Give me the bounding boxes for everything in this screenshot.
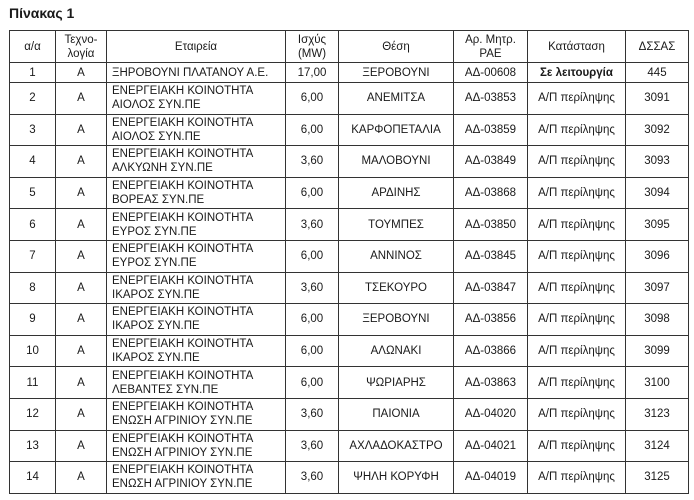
cell-status: Α/Π περίληψης	[528, 398, 626, 430]
cell-rae: ΑΔ-04020	[454, 398, 528, 430]
cell-technology: Α	[56, 398, 107, 430]
cell-technology: Α	[56, 114, 107, 146]
cell-company	[107, 177, 286, 209]
cell-company	[107, 83, 286, 115]
company-name-line: ΑΛΚΥΩΝΗ ΣΥΝ.ΠΕ	[112, 162, 213, 175]
cell-rae: ΑΔ-03859	[454, 114, 528, 146]
cell-rae: ΑΔ-03863	[454, 367, 528, 399]
company-name-line: ΕΝΩΣΗ ΑΓΡΙΝΙΟΥ ΣΥΝ.ΠΕ	[112, 478, 253, 491]
cell-location: ΨΗΛΗ ΚΟΡΥΦΗ	[339, 462, 454, 494]
cell-status: Α/Π περίληψης	[528, 367, 626, 399]
company-name-line: ΕΝΕΡΓΕΙΑΚΗ ΚΟΙΝΟΤΗΤΑ	[112, 274, 254, 287]
cell-power: 3,60	[286, 272, 339, 304]
cell-rae: ΑΔ-03847	[454, 272, 528, 304]
cell-power: 6,00	[286, 335, 339, 367]
cell-aa: 9	[10, 304, 56, 336]
header-power-line2: (MW)	[297, 47, 327, 60]
cell-power: 6,00	[286, 367, 339, 399]
cell-status: Α/Π περίληψης	[528, 146, 626, 178]
cell-rae: ΑΔ-03856	[454, 304, 528, 336]
cell-location: ΤΣΕΚΟΥΡΟ	[339, 272, 454, 304]
cell-company	[107, 430, 286, 462]
cell-power: 3,60	[286, 209, 339, 241]
cell-power: 17,00	[286, 63, 339, 83]
table-row	[10, 367, 689, 399]
company-name-line: ΕΝΕΡΓΕΙΑΚΗ ΚΟΙΝΟΤΗΤΑ	[112, 180, 254, 193]
cell-dssas: 3124	[626, 430, 689, 462]
cell-location: ΑΝΝΙΝΟΣ	[339, 240, 454, 272]
cell-dssas: 3092	[626, 114, 689, 146]
cell-company	[107, 367, 286, 399]
cell-status: Α/Π περίληψης	[528, 240, 626, 272]
cell-aa: 6	[10, 209, 56, 241]
cell-status: Α/Π περίληψης	[528, 462, 626, 494]
company-name-line: ΕΥΡΟΣ ΣΥΝ.ΠΕ	[112, 225, 197, 238]
company-name-line: ΕΝΕΡΓΕΙΑΚΗ ΚΟΙΝΟΤΗΤΑ	[112, 211, 254, 224]
table-row	[10, 83, 689, 115]
cell-technology: Α	[56, 462, 107, 494]
cell-technology: Α	[56, 209, 107, 241]
cell-status: Α/Π περίληψης	[528, 430, 626, 462]
cell-rae: ΑΔ-03868	[454, 177, 528, 209]
cell-company	[107, 114, 286, 146]
cell-company	[107, 63, 286, 83]
cell-dssas: 3094	[626, 177, 689, 209]
header-rae	[454, 31, 528, 63]
cell-location: ΑΡΔΙΝΗΣ	[339, 177, 454, 209]
projects-table	[9, 30, 689, 494]
cell-aa: 8	[10, 272, 56, 304]
cell-location: ΜΑΛΟΒΟΥΝΙ	[339, 146, 454, 178]
company-name-line: ΕΝΕΡΓΕΙΑΚΗ ΚΟΙΝΟΤΗΤΑ	[112, 116, 254, 129]
cell-dssas: 3096	[626, 240, 689, 272]
cell-aa: 7	[10, 240, 56, 272]
cell-power: 3,60	[286, 146, 339, 178]
cell-dssas: 3095	[626, 209, 689, 241]
cell-power: 6,00	[286, 177, 339, 209]
table-row	[10, 177, 689, 209]
cell-company	[107, 335, 286, 367]
table-row	[10, 462, 689, 494]
company-name-line: ΑΙΟΛΟΣ ΣΥΝ.ΠΕ	[112, 130, 201, 143]
cell-aa: 3	[10, 114, 56, 146]
cell-technology: Α	[56, 83, 107, 115]
cell-dssas: 445	[626, 63, 689, 83]
cell-dssas: 3093	[626, 146, 689, 178]
cell-status: Α/Π περίληψης	[528, 304, 626, 336]
cell-status: Α/Π περίληψης	[528, 177, 626, 209]
cell-technology: Α	[56, 146, 107, 178]
cell-power: 6,00	[286, 304, 339, 336]
cell-dssas: 3100	[626, 367, 689, 399]
cell-technology: Α	[56, 272, 107, 304]
header-row	[10, 31, 689, 63]
cell-rae: ΑΔ-03850	[454, 209, 528, 241]
cell-power: 3,60	[286, 462, 339, 494]
table-row	[10, 240, 689, 272]
company-name-line: ΙΚΑΡΟΣ ΣΥΝ.ΠΕ	[112, 352, 200, 365]
cell-company	[107, 462, 286, 494]
cell-dssas: 3098	[626, 304, 689, 336]
header-technology-line2: λογία	[67, 47, 95, 60]
cell-location: ΤΟΥΜΠΕΣ	[339, 209, 454, 241]
header-company: Εταιρεία	[107, 31, 286, 63]
cell-aa: 2	[10, 83, 56, 115]
cell-technology: Α	[56, 335, 107, 367]
table-row	[10, 398, 689, 430]
cell-location: ΞΕΡΟΒΟΥΝΙ	[339, 63, 454, 83]
cell-power: 3,60	[286, 430, 339, 462]
cell-power: 6,00	[286, 114, 339, 146]
cell-dssas: 3125	[626, 462, 689, 494]
cell-aa: 14	[10, 462, 56, 494]
cell-technology: Α	[56, 240, 107, 272]
cell-aa: 10	[10, 335, 56, 367]
cell-location: ΑΛΩΝΑΚΙ	[339, 335, 454, 367]
company-name-line: ΕΝΕΡΓΕΙΑΚΗ ΚΟΙΝΟΤΗΤΑ	[112, 464, 254, 477]
cell-dssas: 3091	[626, 83, 689, 115]
header-technology-line1: Τεχνο-	[64, 33, 98, 46]
cell-aa: 1	[10, 63, 56, 83]
cell-status: Σε λειτουργία	[528, 63, 626, 83]
header-power	[286, 31, 339, 63]
cell-status: Α/Π περίληψης	[528, 83, 626, 115]
header-rae-line2: ΡΑΕ	[479, 47, 502, 60]
cell-aa: 12	[10, 398, 56, 430]
company-name-line: ΕΝΕΡΓΕΙΑΚΗ ΚΟΙΝΟΤΗΤΑ	[112, 338, 254, 351]
cell-status: Α/Π περίληψης	[528, 272, 626, 304]
table-row	[10, 272, 689, 304]
header-dssas: ΔΣΣΑΣ	[626, 31, 689, 63]
company-name-line: ΙΚΑΡΟΣ ΣΥΝ.ΠΕ	[112, 320, 200, 333]
cell-company	[107, 240, 286, 272]
company-name-line: ΕΝΕΡΓΕΙΑΚΗ ΚΟΙΝΟΤΗΤΑ	[112, 148, 254, 161]
company-name-line: ΒΟΡΕΑΣ ΣΥΝ.ΠΕ	[112, 194, 205, 207]
cell-company	[107, 272, 286, 304]
table-row	[10, 146, 689, 178]
header-technology	[56, 31, 107, 63]
header-status: Κατάσταση	[528, 31, 626, 63]
cell-power: 6,00	[286, 240, 339, 272]
table-row	[10, 209, 689, 241]
company-name-line: ΕΝΩΣΗ ΑΓΡΙΝΙΟΥ ΣΥΝ.ΠΕ	[112, 415, 253, 428]
cell-location: ΠΑΙΟΝΙΑ	[339, 398, 454, 430]
cell-company	[107, 146, 286, 178]
cell-power: 6,00	[286, 83, 339, 115]
cell-power: 3,60	[286, 398, 339, 430]
table-row	[10, 304, 689, 336]
cell-technology: Α	[56, 177, 107, 209]
cell-aa: 11	[10, 367, 56, 399]
company-name-line: ΕΝΕΡΓΕΙΑΚΗ ΚΟΙΝΟΤΗΤΑ	[112, 85, 254, 98]
cell-location: ΑΝΕΜΙΤΣΑ	[339, 83, 454, 115]
cell-rae: ΑΔ-03845	[454, 240, 528, 272]
cell-technology: Α	[56, 304, 107, 336]
cell-technology: Α	[56, 430, 107, 462]
header-location: Θέση	[339, 31, 454, 63]
cell-location: ΨΩΡΙΑΡΗΣ	[339, 367, 454, 399]
company-name-line: ΕΥΡΟΣ ΣΥΝ.ΠΕ	[112, 257, 197, 270]
cell-aa: 13	[10, 430, 56, 462]
company-name-line: ΛΕΒΑΝΤΕΣ ΣΥΝ.ΠΕ	[112, 383, 219, 396]
cell-dssas: 3099	[626, 335, 689, 367]
cell-rae: ΑΔ-00608	[454, 63, 528, 83]
cell-location: ΚΑΡΦΟΠΕΤΑΛΙΑ	[339, 114, 454, 146]
cell-status: Α/Π περίληψης	[528, 335, 626, 367]
company-name-line: ΕΝΕΡΓΕΙΑΚΗ ΚΟΙΝΟΤΗΤΑ	[112, 243, 254, 256]
cell-technology: Α	[56, 367, 107, 399]
table-row	[10, 335, 689, 367]
company-name-line: ΙΚΑΡΟΣ ΣΥΝ.ΠΕ	[112, 288, 200, 301]
cell-rae: ΑΔ-03849	[454, 146, 528, 178]
cell-aa: 5	[10, 177, 56, 209]
company-name-line: ΑΙΟΛΟΣ ΣΥΝ.ΠΕ	[112, 99, 201, 112]
company-name-line: ΕΝΕΡΓΕΙΑΚΗ ΚΟΙΝΟΤΗΤΑ	[112, 306, 254, 319]
table-row	[10, 114, 689, 146]
cell-aa: 4	[10, 146, 56, 178]
cell-status: Α/Π περίληψης	[528, 209, 626, 241]
cell-company	[107, 209, 286, 241]
table-title: Πίνακας 1	[9, 5, 75, 21]
cell-rae: ΑΔ-04021	[454, 430, 528, 462]
cell-dssas: 3123	[626, 398, 689, 430]
cell-status: Α/Π περίληψης	[528, 114, 626, 146]
cell-company	[107, 304, 286, 336]
header-aa: α/α	[10, 31, 56, 63]
cell-technology: Α	[56, 63, 107, 83]
cell-rae: ΑΔ-04019	[454, 462, 528, 494]
company-name-line: ΕΝΩΣΗ ΑΓΡΙΝΙΟΥ ΣΥΝ.ΠΕ	[112, 446, 253, 459]
header-power-line1: Ισχύς	[297, 33, 327, 46]
cell-company	[107, 398, 286, 430]
header-rae-line1: Αρ. Μητρ.	[465, 33, 516, 46]
company-name-line: ΕΝΕΡΓΕΙΑΚΗ ΚΟΙΝΟΤΗΤΑ	[112, 369, 254, 382]
cell-location: ΑΧΛΑΔΟΚΑΣΤΡΟ	[339, 430, 454, 462]
company-name-line: ΕΝΕΡΓΕΙΑΚΗ ΚΟΙΝΟΤΗΤΑ	[112, 401, 254, 414]
company-name-line: ΞΗΡΟΒΟΥΝΙ ΠΛΑΤΑΝΟΥ Α.Ε.	[112, 66, 269, 79]
cell-dssas: 3097	[626, 272, 689, 304]
company-name-line: ΕΝΕΡΓΕΙΑΚΗ ΚΟΙΝΟΤΗΤΑ	[112, 432, 254, 445]
table-row	[10, 63, 689, 83]
cell-location: ΞΕΡΟΒΟΥΝΙ	[339, 304, 454, 336]
cell-rae: ΑΔ-03866	[454, 335, 528, 367]
cell-rae: ΑΔ-03853	[454, 83, 528, 115]
table-row	[10, 430, 689, 462]
